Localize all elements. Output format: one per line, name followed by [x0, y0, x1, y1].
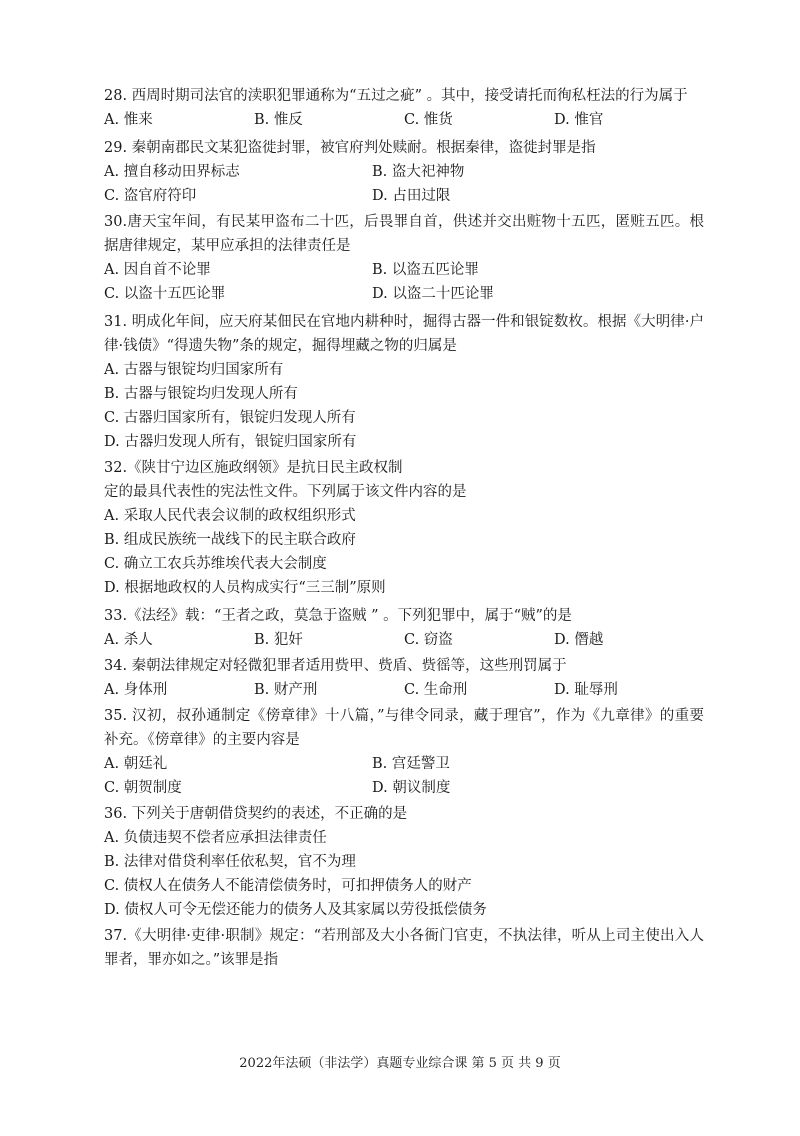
- question-stem: 31. 明成化年间，应天府某佃民在官地内耕种时，掘得古器一件和银锭数枚。根据《大明律·户律·钱债》“得遗失物”条的规定，掘得埋藏之物的归属是: [104, 314, 704, 354]
- option-a: A. 惟来: [104, 112, 153, 128]
- option-c: C. 债权人在债务人不能清偿债务时，可扣押债务人的财产: [104, 878, 472, 894]
- option-a: A. 身体刑: [104, 682, 168, 698]
- options: [104, 628, 704, 652]
- option-c: C. 惟货: [404, 112, 453, 128]
- option-b: B. 犯奸: [254, 632, 303, 648]
- question-35: [104, 704, 704, 800]
- question-stem: 30.唐天宝年间，有民某甲盗布二十匹，后畏罪自首，供述并交出赃物十五匹，匿赃五匹。根据唐律规定，某甲应承担的法律责任是: [104, 214, 704, 254]
- question-33: [104, 604, 704, 652]
- option-a: A. 采取人民代表会议制的政权组织形式: [104, 508, 356, 524]
- option-c: C. 生命刑: [404, 682, 468, 698]
- option-a: A. 杀人: [104, 632, 153, 648]
- option-d: D. 惟官: [554, 112, 604, 128]
- options: [104, 826, 704, 922]
- option-d: D. 耻辱刑: [554, 682, 618, 698]
- question-stem: 28. 西周时期司法官的渎职犯罪通称为“五过之疵” 。其中，接受请托而徇私枉法的行为属于: [104, 88, 688, 104]
- option-d: D. 古器归发现人所有，银锭归国家所有: [104, 434, 357, 450]
- question-stem-line-1: 32.《陕甘宁边区施政纲领》是抗日民主政权制: [104, 460, 403, 476]
- option-d: D. 以盗二十匹论罪: [372, 286, 494, 302]
- option-d: D. 朝议制度: [372, 780, 451, 796]
- option-c: C. 盗官府符印: [104, 188, 197, 204]
- question-stem: 33.《法经》载：“王者之政，莫急于盗贼 ” 。下列犯罪中，属于“贼”的是: [104, 608, 572, 624]
- options: [104, 258, 704, 306]
- options: [104, 358, 704, 454]
- option-b: B. 以盗五匹论罪: [372, 262, 479, 278]
- option-b: B. 法律对借贷利率任依私契，官不为理: [104, 854, 356, 870]
- page-footer: 2022年法硕（非法学）真题专业综合课 第 5 页 共 9 页: [239, 1056, 561, 1071]
- option-a: A. 古器与银锭均归国家所有: [104, 362, 284, 378]
- option-d: D. 根据地政权的人员构成实行“三三制”原则: [104, 580, 386, 596]
- options: [104, 752, 704, 800]
- question-stem: 37.《大明律·吏律·职制》规定：“若刑部及大小各衙门官吏，不执法律，听从上司主使出入人罪者，罪亦如之。”该罪是指: [104, 928, 704, 968]
- option-c: C. 以盗十五匹论罪: [104, 286, 226, 302]
- option-b: B. 惟反: [254, 112, 303, 128]
- question-37: [104, 924, 704, 972]
- option-b: B. 组成民族统一战线下的民主联合政府: [104, 532, 356, 548]
- option-d: D. 僭越: [554, 632, 604, 648]
- option-a: A. 因自首不论罪: [104, 262, 211, 278]
- question-32: [104, 456, 704, 600]
- option-b: B. 财产刑: [254, 682, 318, 698]
- options: [104, 160, 704, 208]
- question-stem: 36. 下列关于唐朝借贷契约的表述，不正确的是: [104, 806, 408, 822]
- options: [104, 678, 704, 702]
- option-b: B. 古器与银锭均归发现人所有: [104, 386, 298, 402]
- question-30: [104, 210, 704, 306]
- option-c: C. 朝贺制度: [104, 780, 182, 796]
- option-d: D. 债权人可令无偿还能力的债务人及其家属以劳役抵偿债务: [104, 902, 487, 918]
- option-a: A. 擅自移动田界标志: [104, 164, 240, 180]
- option-a: A. 负债违契不偿者应承担法律责任: [104, 830, 327, 846]
- question-28: [104, 84, 704, 132]
- exam-page: [104, 84, 704, 972]
- question-stem-line-2: 定的最具代表性的宪法性文件。下列属于该文件内容的是: [104, 484, 467, 500]
- option-c: C. 窃盗: [404, 632, 453, 648]
- option-d: D. 占田过限: [372, 188, 451, 204]
- option-b: B. 盗大祀神物: [372, 164, 465, 180]
- question-36: [104, 802, 704, 922]
- question-31: [104, 310, 704, 454]
- question-stem: 35. 汉初，叔孙通制定《傍章律》十八篇，”与律令同录，藏于理官”，作为《九章律》的重要补充。《傍章律》的主要内容是: [104, 708, 704, 748]
- question-stem: 34. 秦朝法律规定对轻微犯罪者适用赀甲、赀盾、赀徭等，这些刑罚属于: [104, 658, 567, 674]
- option-c: C. 古器归国家所有，银锭归发现人所有: [104, 410, 356, 426]
- question-34: [104, 654, 704, 702]
- question-stem: 29. 秦朝南郡民文某犯盗徙封罪，被官府判处赎耐。根据秦律，盗徙封罪是指: [104, 140, 596, 156]
- option-c: C. 确立工农兵苏维埃代表大会制度: [104, 556, 327, 572]
- option-a: A. 朝廷礼: [104, 756, 168, 772]
- option-b: B. 宫廷警卫: [372, 756, 450, 772]
- options: [104, 504, 704, 600]
- options: [104, 108, 704, 132]
- question-29: [104, 136, 704, 208]
